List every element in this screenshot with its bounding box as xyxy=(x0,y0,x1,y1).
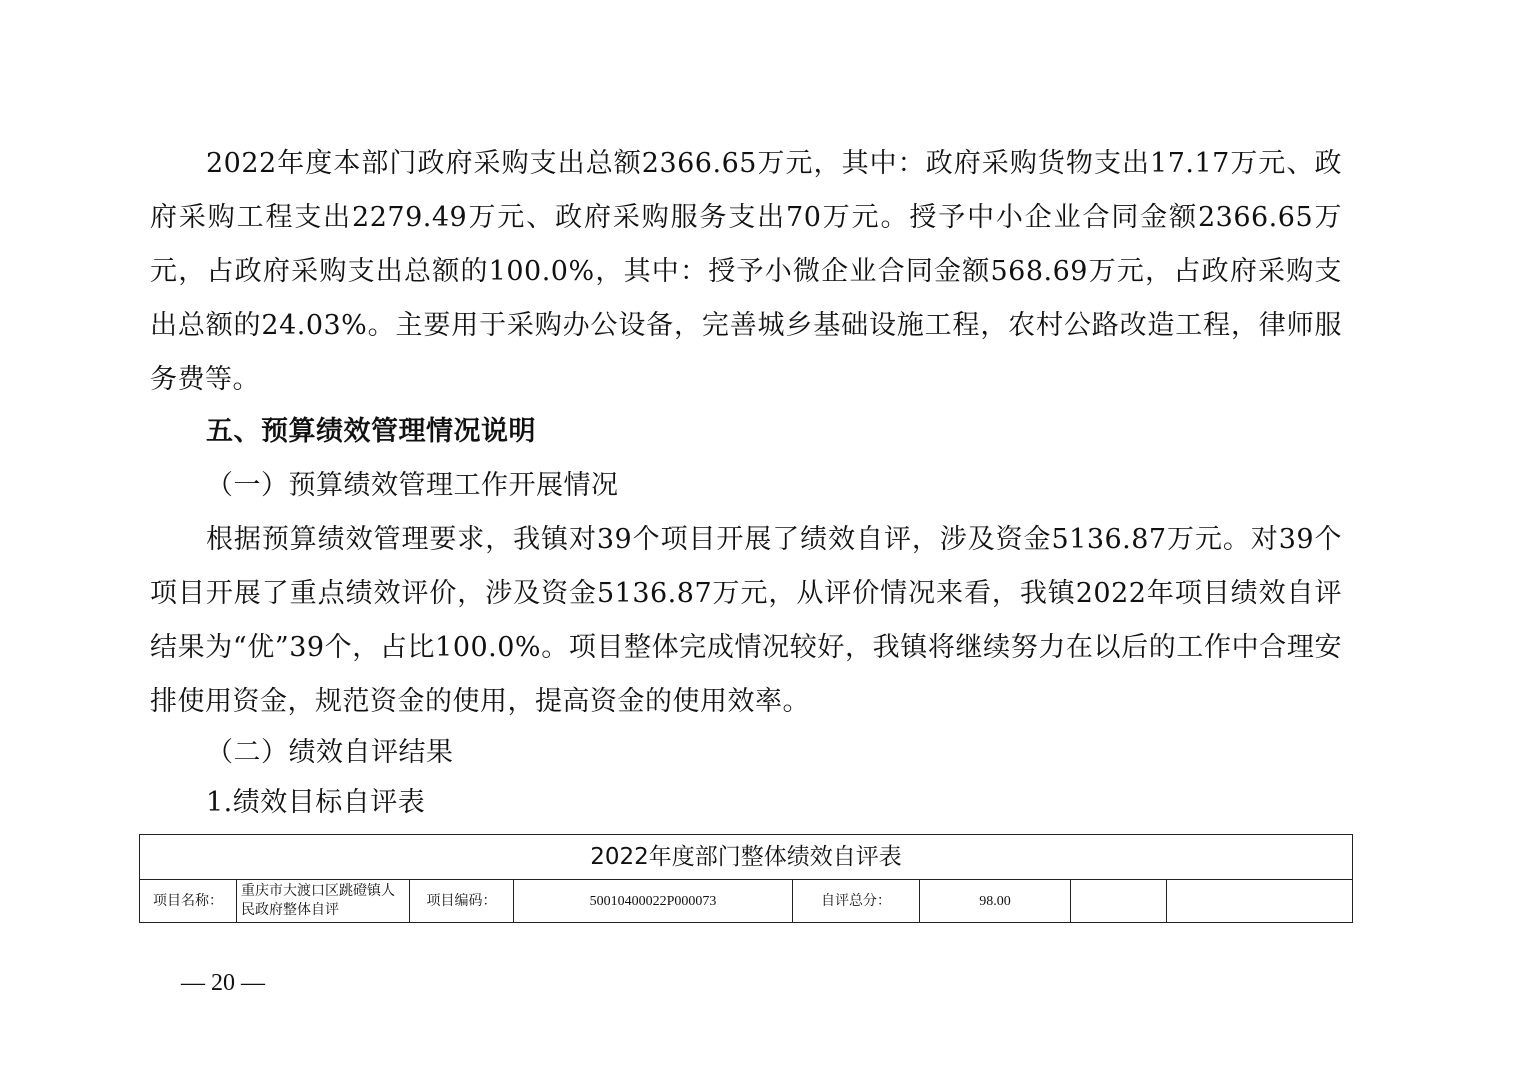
project-name-value: 重庆市大渡口区跳磴镇人民政府整体自评 xyxy=(237,880,410,923)
subheading-budget-performance: （一）预算绩效管理工作开展情况 xyxy=(206,470,619,501)
empty-cell xyxy=(1167,880,1353,923)
paragraph-procurement: 2022年度本部门政府采购支出总额2366.65万元，其中：政府采购货物支出17.17万元、政府采购工程支出2279.49万元、政府采购服务支出70万元。授予中小企业合同金额2366.65万元，占政府采购支出总额的100.0%，其中：授予小微企业合同金额568.69万元，占政府采购支出总额的24.03%。主要用于采购办公设备，完善城乡基础设施工程，农村公路改造工程，律师服务费等。 xyxy=(150,148,1342,395)
table-row xyxy=(140,880,1353,923)
empty-cell xyxy=(1071,880,1167,923)
page-number: — 20 — xyxy=(181,970,265,996)
project-code-value: 50010400022P000073 xyxy=(514,880,793,923)
table-title: 2022年度部门整体绩效自评表 xyxy=(140,835,1353,880)
self-score-value: 98.00 xyxy=(920,880,1071,923)
subheading-self-evaluation: （二）绩效自评结果 xyxy=(206,737,454,768)
project-name-label: 项目名称： xyxy=(140,880,237,923)
paragraph-performance: 根据预算绩效管理要求，我镇对39个项目开展了绩效自评，涉及资金5136.87万元。对39个项目开展了重点绩效评价，涉及资金5136.87万元，从评价情况来看，我镇2022年项目绩效自评结果为“优”39个，占比100.0%。项目整体完成情况较好，我镇将继续努力在以后的工作中合理安排使用资金，规范资金的使用，提高资金的使用效率。 xyxy=(150,524,1342,717)
project-code-label: 项目编码： xyxy=(410,880,514,923)
subheading-goal-table: 1.绩效目标自评表 xyxy=(206,787,426,818)
section-heading: 五、预算绩效管理情况说明 xyxy=(206,416,536,447)
evaluation-table xyxy=(139,834,1352,923)
self-score-label: 自评总分： xyxy=(793,880,920,923)
